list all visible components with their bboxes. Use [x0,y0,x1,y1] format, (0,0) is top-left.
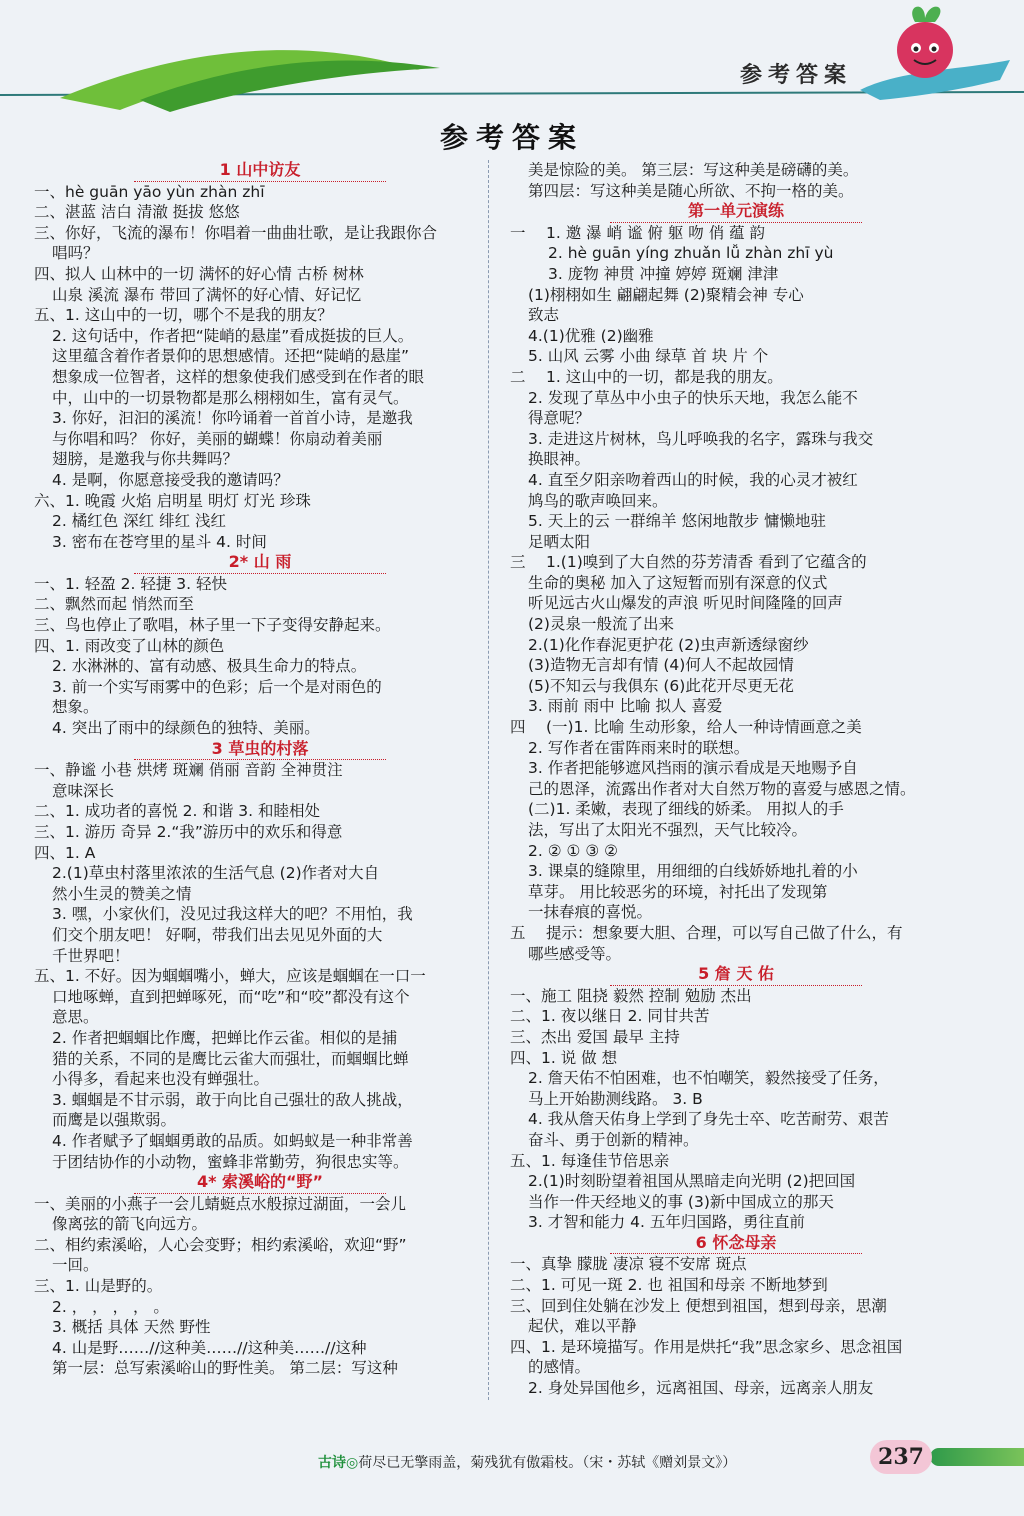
answer-line: 四、拟人 山林中的一切 满怀的好心情 古桥 树林 [34,264,364,283]
answer-line: 口地啄蝉，直到把蝉啄死，而“吃”和“咬”都没有这个 [52,987,410,1006]
answer-line: 中，山中的一切景物都是那么栩栩如生，富有灵气。 [52,388,409,407]
answer-line: 3. 作者把能够遮风挡雨的演示看成是天地赐予自 [528,759,858,778]
answer-line: 5. 山风 云雾 小曲 绿草 首 块 片 个 [528,347,769,366]
answer-line: 猎的关系，不同的是鹰比云雀大而强壮，而蝈蝈比蝉 [52,1049,409,1068]
answer-line: 五、1. 不好。因为蝈蝈嘴小，蝉大，应该是蝈蝈在一口一 [34,967,426,986]
answer-line: 2. 詹天佑不怕困难，也不怕嘲笑，毅然接受了任务， [528,1069,889,1088]
answer-line: 与你唱和吗？ 你好，美丽的蝴蝶！你扇动着美丽 [52,429,383,448]
answer-line: 一、静谧 小巷 烘烤 斑斓 俏丽 音韵 全神贯注 [34,761,343,780]
answer-line: 一回。 [52,1256,99,1275]
answer-line: 哪些感受等。 [528,944,622,963]
answer-line [510,923,962,944]
footer-poem-text: 荷尽已无擎雨盖，菊残犹有傲霜枝。（宋・苏轼《赠刘景文》） [358,1455,737,1471]
lesson-heading: 6 怀念母亲 [610,1233,862,1255]
answer-line: 三、鸟也停止了歌唱，林子里一下子变得安静起来。 [34,616,391,635]
answer-line: 听见远古火山爆发的声浪 听见时间隆隆的回声 [528,594,843,613]
answer-line: 二、1. 成功者的喜悦 2. 和谐 3. 和睦相处 [34,802,321,821]
answer-line: (3)造物无言却有情 (4)何人不起故园情 [528,656,794,675]
answer-line: 二、相约索溪峪，人心会变野；相约索溪峪，欢迎“野” [34,1235,407,1254]
answer-line: 2. 写作者在雷阵雨来时的联想。 [528,738,750,757]
answer-line: 三、你好，飞流的瀑布！你唱着一曲曲壮歌，是让我跟你合 [34,223,438,242]
answer-line: 们交个朋友吧！ 好啊，带我们出去见见外面的大 [52,925,383,944]
answer-line: 的感情。 [528,1358,591,1377]
page-number: 237 [870,1440,932,1474]
answer-line: 五、1. 每逢佳节倍思亲 [510,1151,670,1170]
answer-line: 3. 概括 具体 天然 野性 [52,1318,211,1337]
right-column [510,160,962,1399]
answer-line: 一、hè guān yāo yùn zhàn zhī [34,182,265,201]
answer-line: 2.(1)草虫村落里浓浓的生活气息 (2)作者对大自 [52,864,380,883]
answer-line [510,717,962,738]
answer-line: 3. 庞物 神贯 冲撞 婷婷 斑斓 津津 [548,264,779,283]
answer-line: 3. 你好，汩汩的溪流！你吟诵着一首首小诗，是邀我 [52,409,413,428]
answer-line: 2. 这句话中，作者把“陡峭的悬崖”看成挺拔的巨人。 [52,326,414,345]
answer-line: 草芽。 用比较恶劣的环境，衬托出了发现第 [528,882,828,901]
answer-line: 一、美丽的小燕子一会儿蜻蜓点水般掠过湖面，一会儿 [34,1194,407,1213]
answer-line: 奋斗、勇于创新的精神。 [528,1130,699,1149]
answer-line: 一、1. 轻盈 2. 轻捷 3. 轻快 [34,574,228,593]
section-number: 二 [510,367,526,386]
answer-line: 于团结协作的小动物，蜜蜂非常勤劳，狗很忠实等。 [52,1152,409,1171]
answer-line: 五、1. 这山中的一切，哪个不是我的朋友？ [34,306,333,325]
answer-line: 四、1. 说 做 想 [510,1048,618,1067]
answer-line: 四、1. A [34,843,96,862]
column-divider [488,160,489,1400]
answer-line: 3. 密布在苍穹里的星斗 4. 时间 [52,532,267,551]
answer-line: 2. ， ， ， ， 。 [52,1297,169,1316]
answer-line: 己的恩泽，流露出作者对大自然万物的喜爱与感恩之情。 [528,779,916,798]
page-title: 参考答案 [439,121,584,154]
answer-line: 当作一件天经地义的事 (3)新中国成立的那天 [528,1192,834,1211]
answer-line: 2. ② ① ③ ② [528,841,619,860]
answer-line: 得意呢？ [528,409,591,428]
answer-line: 4. 作者赋予了蝈蝈勇敢的品质。如蚂蚁是一种非常善 [52,1131,413,1150]
answer-line: 3. 蝈蝈是不甘示弱，敢于向比自己强壮的敌人挑战， [52,1090,413,1109]
answer-line: 4. 山是野……//这种美……//这种美……//这种 [52,1338,367,1357]
answer-line: 4. 是啊，你愿意接受我的邀请吗？ [52,470,289,489]
answer-line: 唱吗？ [52,244,99,263]
header-title: 参考答案 [740,63,853,88]
answer-line: 5. 天上的云 一群绵羊 悠闲地散步 慵懒地驻 [528,512,826,531]
answer-line: 想象成一位智者，这样的想象使我们感受到在作者的眼 [52,367,425,386]
lesson-heading: 第一单元演练 [610,201,862,223]
answer-line: (2)灵泉一般流了出来 [528,615,674,634]
answer-line: 生命的奥秘 加入了这短暂而别有深意的仪式 [528,573,828,592]
answer-line: 4. 突出了雨中的绿颜色的独特、美丽。 [52,719,320,738]
answer-line: 想象。 [52,698,99,717]
answer-line: 4.(1)优雅 (2)幽雅 [528,326,654,345]
answer-line: 2. 橘红色 深红 绯红 浅红 [52,512,226,531]
answer-line: 4. 直至夕阳亲吻着西山的时候，我的心灵才被红 [528,470,858,489]
answer-line: 2. 作者把蝈蝈比作鹰，把蝉比作云雀。相似的是捕 [52,1028,398,1047]
answer-line: 千世界吧！ [52,946,130,965]
answer-line: 2. 水淋淋的、富有动感、极具生命力的特点。 [52,657,367,676]
answer-line: 像离弦的箭飞向远方。 [52,1215,208,1234]
section-number: 一 [510,223,526,242]
answer-line [510,367,962,388]
answer-line: 3. 前一个实写雨雾中的色彩；后一个是对雨色的 [52,677,382,696]
answer-line: 三、杰出 爱国 最早 主持 [510,1027,680,1046]
lesson-heading: 4* 索溪峪的“野” [134,1172,386,1194]
answer-line: 2. hè guān yíng zhuǎn lǚ zhàn zhī yù [548,244,834,263]
answer-line: 致志 [528,306,560,325]
section-number: 四 [510,718,526,737]
answer-line: 一、施工 阻挠 毅然 控制 勉励 杰出 [510,986,752,1005]
answer-line: (5)不知云与我俱东 (6)此花开尽更无花 [528,676,794,695]
lesson-heading: 5 詹 天 佑 [610,964,862,986]
answer-line: 二、1. 夜以继日 2. 同甘共苦 [510,1007,710,1026]
answer-line [510,223,962,244]
answer-line: 第四层：写这种美是随心所欲、不拘一格的美。 [528,181,854,200]
answer-line: 2.(1)时刻盼望着祖国从黑暗走向光明 (2)把回国 [528,1172,856,1191]
answer-line: 二、1. 可见一斑 2. 也 祖国和母亲 不断地梦到 [510,1276,828,1295]
answer-line: 2. 发现了草丛中小虫子的快乐天地，我怎么能不 [528,388,858,407]
answer-line: 起伏，难以平静 [528,1317,637,1336]
answer-line: 三、1. 山是野的。 [34,1277,163,1296]
footer-poem [318,1452,736,1472]
section-number: 五 [510,923,526,942]
answer-line: 四、1. 雨改变了山林的颜色 [34,636,225,655]
answer-line: 3. 才智和能力 4. 五年归国路，勇往直前 [528,1213,805,1232]
answer-text: 1.(1)嗅到了大自然的芬芳清香 看到了它蕴含的 [546,553,867,572]
answer-line: 四、1. 是环境描写。作用是烘托“我”思念家乡、思念祖国 [510,1337,903,1356]
answer-line: 马上开始勘测线路。 3. B [528,1089,703,1108]
header-decoration [0,0,1024,130]
left-column [34,160,486,1379]
answer-line: (1)栩栩如生 翩翩起舞 (2)聚精会神 专心 [528,285,804,304]
section-number: 三 [510,553,526,572]
answer-text: 1. 邀 瀑 峭 谧 俯 躯 吻 俏 蕴 韵 [546,223,766,242]
answer-line: 2.(1)化作春泥更护花 (2)虫声新透绿窗纱 [528,635,809,654]
answer-text: (一)1. 比喻 生动形象，给人一种诗情画意之美 [546,718,862,737]
answer-line: 一、真挚 朦胧 凄凉 寝不安席 斑点 [510,1255,747,1274]
answer-line: 3. 走进这片树林，鸟儿呼唤我的名字，露珠与我交 [528,429,874,448]
answer-line: 3. 课桌的缝隙里，用细细的白线娇娇地扎着的小 [528,862,858,881]
answer-line: 山泉 溪流 瀑布 带回了满怀的好心情、好记忆 [52,285,362,304]
answer-line: 4. 我从詹天佑身上学到了身先士卒、吃苦耐劳、艰苦 [528,1110,889,1129]
answer-line: 这里蕴含着作者景仰的思想感情。还把“陡峭的悬崖” [52,347,410,366]
answer-line: 鸠鸟的歌声唤回来。 [528,491,668,510]
answer-line: 小得多，看起来也没有蝉强壮。 [52,1070,270,1089]
radish-mascot-icon [897,22,953,78]
answer-line: 换眼神。 [528,450,591,469]
answer-line: 而鹰是以强欺弱。 [52,1111,177,1130]
answer-line: 翅膀，是邀我与你共舞吗？ [52,450,239,469]
footer-bar [930,1448,1024,1466]
answer-line: 2. 身处异国他乡，远离祖国、母亲，远离亲人朋友 [528,1379,874,1398]
lesson-heading: 1 山中访友 [134,160,386,182]
answer-line: 三、回到住处躺在沙发上 便想到祖国，想到母亲，思潮 [510,1296,887,1315]
answer-line: 美是惊险的美。 第三层：写这种美是磅礴的美。 [528,161,859,179]
answer-line: 二、湛蓝 洁白 清澈 挺拔 悠悠 [34,203,240,222]
answer-line: (二)1. 柔嫩，表现了细线的娇柔。 用拟人的手 [528,800,844,819]
answer-line: 意思。 [52,1008,99,1027]
answer-line: 3. 雨前 雨中 比喻 拟人 喜爱 [528,697,723,716]
answer-text: 1. 这山中的一切，都是我的朋友。 [546,367,783,386]
answer-line: 一抹春痕的喜悦。 [528,903,653,922]
lesson-heading: 3 草虫的村落 [134,739,386,761]
answer-line: 三、1. 游历 奇异 2.“我”游历中的欢乐和得意 [34,823,343,841]
answer-line: 3. 嘿，小家伙们，没见过我这样大的吧？不用怕，我 [52,905,413,924]
lesson-heading: 2* 山 雨 [134,552,386,574]
answer-line: 第一层：总写索溪峪山的野性美。 第二层：写这种 [52,1359,398,1378]
answer-line: 六、1. 晚霞 火焰 启明星 明灯 灯光 珍珠 [34,491,311,510]
footer-tag: 古诗◎ [318,1455,359,1471]
answer-line: 二、飘然而起 悄然而至 [34,595,194,614]
answer-line: 意味深长 [52,781,115,800]
answer-line: 法，写出了太阳光不强烈，天气比较冷。 [528,821,808,839]
answer-text: 提示：想象要大胆、合理，可以写自己做了什么，有 [546,923,903,942]
answer-line: 然小生灵的赞美之情 [52,884,192,903]
answer-line: 足晒太阳 [528,532,591,551]
answer-line [510,552,962,573]
